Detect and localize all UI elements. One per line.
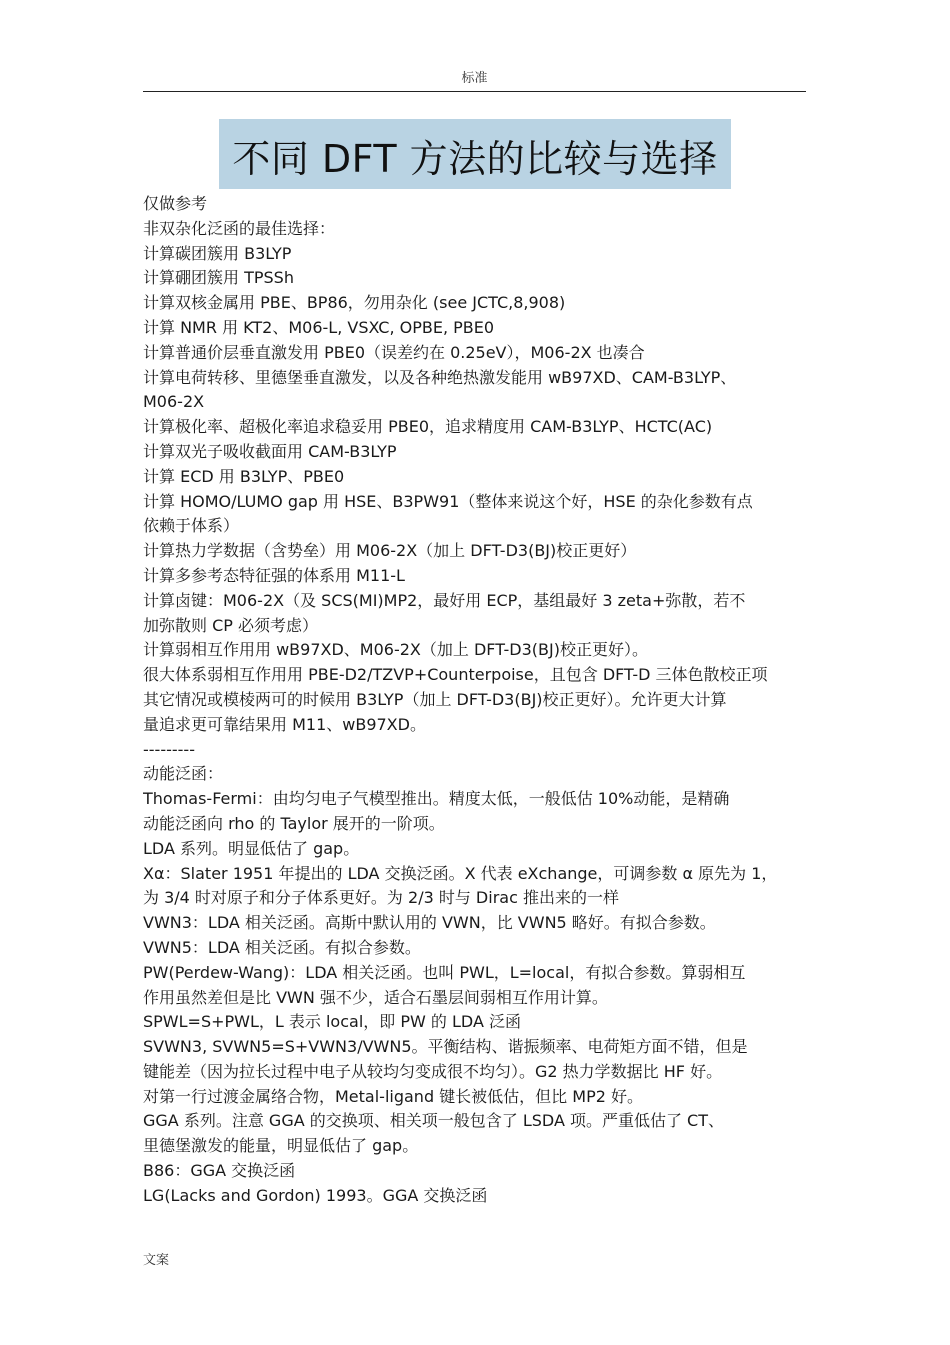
- text-line: Xα：Slater 1951 年提出的 LDA 交换泛函。X 代表 eXchange，可调参数 α 原先为 1，: [143, 863, 778, 883]
- text-line: PW(Perdew-Wang)：LDA 相关泛函。也叫 PWL，L=local，有拟合参数。算弱相互: [143, 962, 746, 982]
- text-line: 计算双光子吸收截面用 CAM-B3LYP: [143, 441, 397, 461]
- text-line: 计算多参考态特征强的体系用 M11-L: [143, 565, 405, 585]
- text-line: 计算弱相互作用用 wB97XD、M06-2X（加上 DFT-D3(BJ)校正更好）。: [143, 640, 648, 660]
- text-line: 其它情况或模棱两可的时候用 B3LYP（加上 DFT-D3(BJ)校正更好）。允许更大计算: [143, 689, 727, 709]
- text-line: 依赖于体系）: [143, 516, 240, 536]
- text-line: 计算普通价层垂直激发用 PBE0（误差约在 0.25eV），M06-2X 也凑合: [143, 342, 645, 362]
- text-line: 键能差（因为拉长过程中电子从较均匀变成很不均匀）。G2 热力学数据比 HF 好。: [143, 1061, 723, 1081]
- page-footer: 文案: [143, 1253, 170, 1268]
- page-header: 标准: [461, 71, 488, 86]
- text-line: SPWL=S+PWL，L 表示 local，即 PW 的 LDA 泛函: [143, 1012, 521, 1032]
- text-line: GGA 系列。注意 GGA 的交换项、相关项一般包含了 LSDA 项。严重低估了 CT、: [143, 1111, 725, 1131]
- text-line: 非双杂化泛函的最佳选择：: [143, 218, 336, 238]
- text-line: 计算双核金属用 PBE、BP86，勿用杂化 (see JCTC,8,908): [143, 293, 566, 313]
- text-line: LDA 系列。明显低估了 gap。: [143, 838, 360, 858]
- text-line: 里德堡激发的能量，明显低估了 gap。: [143, 1136, 419, 1156]
- text-line: 仅做参考: [143, 194, 208, 213]
- text-line: LG(Lacks and Gordon) 1993。GGA 交换泛函: [143, 1185, 488, 1205]
- text-line: 量追求更可靠结果用 M11、wB97XD。: [143, 714, 426, 734]
- header-rule: [143, 91, 806, 92]
- text-line: 计算碳团簇用 B3LYP: [143, 243, 292, 263]
- document-body: [143, 192, 806, 1209]
- document-title: 不同 DFT 方法的比较与选择: [232, 137, 718, 181]
- text-line: 计算 HOMO/LUMO gap 用 HSE、B3PW91（整体来说这个好，HSE 的杂化参数有点: [143, 491, 753, 511]
- text-line: SVWN3, SVWN5=S+VWN3/VWN5。平衡结构、谐振频率、电荷矩方面不错，但是: [143, 1037, 748, 1057]
- section-heading: 动能泛函：: [143, 764, 224, 784]
- text-line: 计算硼团簇用 TPSSh: [143, 268, 294, 288]
- text-line: B86：GGA 交换泛函: [143, 1161, 296, 1181]
- text-line: M06-2X: [143, 392, 205, 412]
- text-line: VWN3：LDA 相关泛函。高斯中默认用的 VWN，比 VWN5 略好。有拟合参数。: [143, 913, 716, 933]
- text-line: 计算热力学数据（含势垒）用 M06-2X（加上 DFT-D3(BJ)校正更好）: [143, 541, 637, 561]
- text-line: 计算卤键：M06-2X（及 SCS(MI)MP2，最好用 ECP，基组最好 3 zeta+弥散，若不: [143, 590, 746, 610]
- text-line: 计算电荷转移、里德堡垂直激发，以及各种绝热激发能用 wB97XD、CAM-B3LYP、: [143, 367, 737, 387]
- text-line: VWN5：LDA 相关泛函。有拟合参数。: [143, 937, 421, 957]
- text-line: 计算极化率、超极化率追求稳妥用 PBE0，追求精度用 CAM-B3LYP、HCTC(AC): [143, 417, 713, 437]
- text-line: 加弥散则 CP 必须考虑）: [143, 615, 318, 635]
- text-line: 对第一行过渡金属络合物，Metal-ligand 键长被低估，但比 MP2 好。: [143, 1086, 643, 1106]
- text-line: 计算 ECD 用 B3LYP、PBE0: [143, 466, 345, 486]
- text-line: 很大体系弱相互作用用 PBE-D2/TZVP+Counterpoise，且包含 DFT-D 三体色散校正项: [143, 665, 768, 685]
- title-banner: [219, 119, 731, 189]
- text-line: 作用虽然差但是比 VWN 强不少，适合石墨层间弱相互作用计算。: [143, 987, 608, 1007]
- text-line: 为 3/4 时对原子和分子体系更好。为 2/3 时与 Dirac 推出来的一样: [143, 888, 619, 908]
- text-line: Thomas-Fermi：由均匀电子气模型推出。精度太低，一般低估 10%动能，是精确: [143, 789, 730, 809]
- separator-line: ---------: [143, 739, 195, 759]
- text-line: 计算 NMR 用 KT2、M06-L, VSXC, OPBE, PBE0: [143, 317, 495, 337]
- text-line: 动能泛函向 rho 的 Taylor 展开的一阶项。: [143, 813, 445, 833]
